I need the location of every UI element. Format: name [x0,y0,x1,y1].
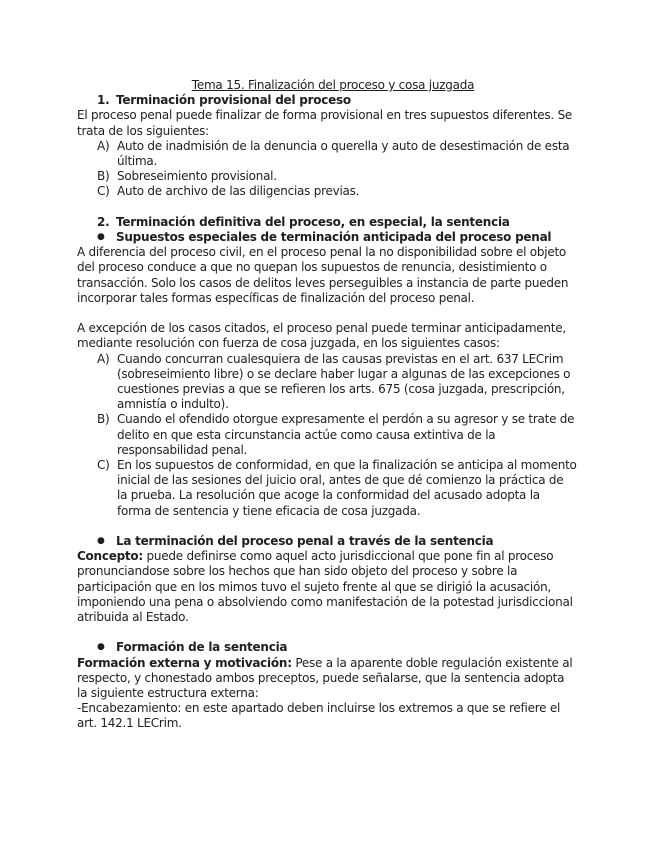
bullet-icon: ● [97,536,105,547]
bullet-icon: ● [97,232,105,243]
list-text: Cuando el ofendido otorgue expresamente el perdón a su agresor y se trate de delito en que esta circunstancia actúe como causa extintiva de la responsabilidad penal. [117,412,575,457]
list-item [77,169,577,184]
list-item [77,184,577,199]
list-text: Auto de archivo de las diligencias previas. [117,184,360,199]
section-2-title: Terminación definitiva del proceso, en especial, la sentencia [116,214,510,229]
list-marker: C) [97,184,110,199]
section-1-title: Terminación provisional del proceso [116,93,351,108]
list-text: Auto de inadmisión de la denuncia o querella y auto de desestimación de esta última. [117,138,570,169]
list-item [77,458,577,519]
subsection-title: La terminación del proceso penal a través de la sentencia [116,534,494,549]
section-2-heading [77,215,577,230]
list-text: Cuando concurran cualesquiera de las causas previstas en el art. 637 LECrim (sobreseimiento libre) o se declare haber lugar a algunas de las excepciones o cuestiones previas a que se refieren los arts. 675 (cosa juzgada, prescripción, amnistía o indulto). [117,351,571,412]
section-1-intro: El proceso penal puede finalizar de forma provisional en tres supuestos diferentes. Se trata de los siguientes: [77,108,573,138]
section-2-number: 2. [97,214,110,229]
paragraph: A excepción de los casos citados, el proceso penal puede terminar anticipadamente, mediante resolución con fuerza de cosa juzgada, en los siguientes casos: [77,321,566,351]
subsection-title: Formación de la sentencia [116,640,288,655]
list-marker: A) [97,351,110,366]
list-marker: C) [97,458,110,473]
bullet-icon: ● [97,642,105,653]
subsection-heading [77,534,577,549]
formation-text: Pese a la aparente doble regulación existente al respecto, y chonestado ambos preceptos, puede señalarse, que la sentencia adopta la siguiente estructura externa: [77,655,573,701]
list-item [77,139,577,169]
paragraph: A diferencia del proceso civil, en el proceso penal la no disponibilidad sobre el objeto del proceso conduce a que no quepan los supuestos de renuncia, desistimiento o transacción. Solo los casos de delitos leves perseguibles a instancia de parte pueden incorporar tales formas específicas de finalización del proceso penal. [77,245,569,305]
list-marker: A) [97,138,110,153]
list-marker: B) [97,169,110,184]
document-page [77,78,577,732]
section-1-number: 1. [97,93,110,108]
list-text: Sobreseimiento provisional. [117,169,277,184]
formation-paragraph [77,656,577,702]
list-marker: B) [97,412,110,427]
paragraph: -Encabezamiento: en este apartado deben incluirse los extremos a que se refiere el art. 142.1 LECrim. [77,701,561,731]
list-item [77,412,577,458]
subsection-title: Supuestos especiales de terminación anticipada del proceso penal [116,230,552,245]
subsection-heading [77,230,577,245]
list-item [77,352,577,413]
list-text: En los supuestos de conformidad, en que la finalización se anticipa al momento inicial de las sesiones del juicio oral, antes de que dé comienzo la práctica de la prueba. La resolución que acoge la conformidad del acusado adopta la forma de sentencia y tiene eficacia de cosa juzgada. [117,458,577,518]
concept-paragraph [77,549,577,625]
subsection-heading [77,640,577,655]
concept-label: Concepto: [77,549,143,564]
section-1-heading [77,93,577,108]
formation-label: Formación externa y motivación: [77,655,292,670]
concept-text: puede definirse como aquel acto jurisdiccional que pone fin al proceso pronunciandose sobre los hechos que han sido objeto del proceso y sobre la participación que en los mimos tuvo el sujeto frente al que se dirigió la acusación, imponiendo una pena o absolviendo como manifestación de la potestad jurisdiccional atribuida al Estado. [77,549,573,625]
document-title: Tema 15. Finalización del proceso y cosa juzgada [191,78,475,92]
